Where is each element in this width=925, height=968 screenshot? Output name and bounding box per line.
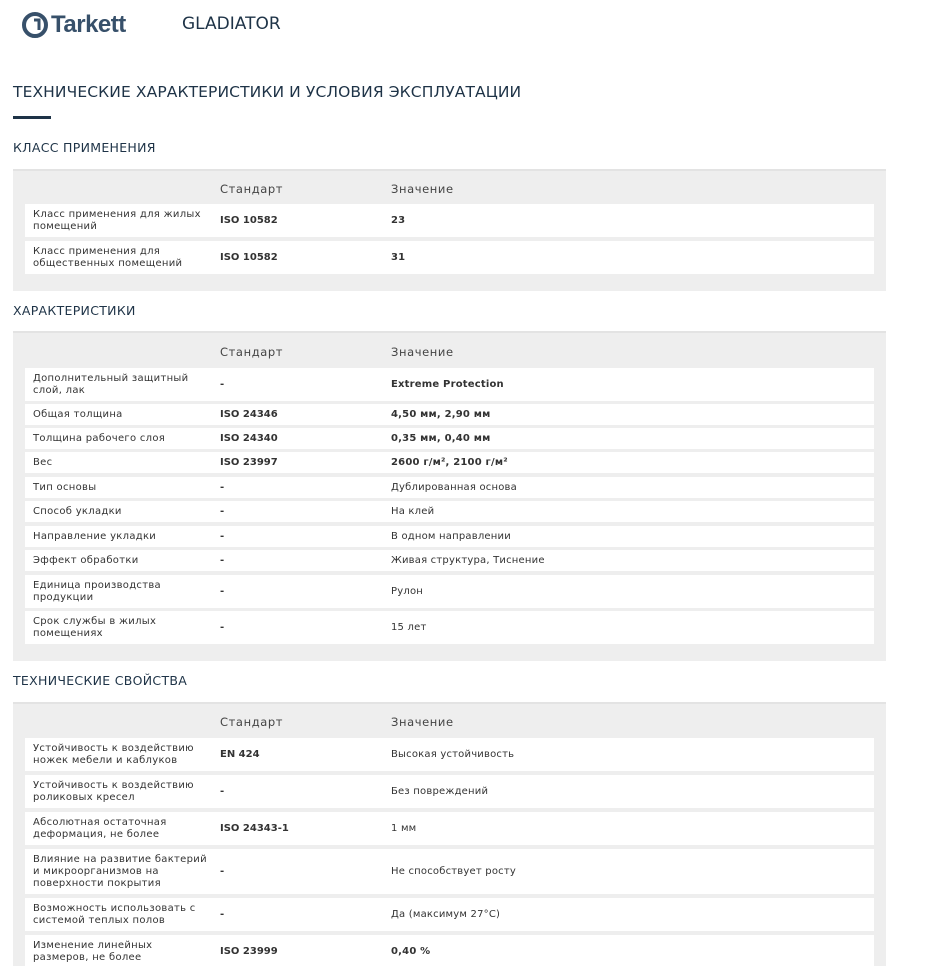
table-row	[25, 204, 874, 237]
row-value: 0,40 %	[391, 945, 431, 957]
row-name: Способ укладки	[33, 505, 122, 517]
row-value: Не способствует росту	[391, 865, 516, 877]
row-standard: ISO 23997	[220, 456, 278, 468]
row-value: 4,50 мм, 2,90 мм	[391, 408, 491, 420]
row-standard: -	[220, 481, 225, 493]
row-standard: ISO 10582	[220, 251, 278, 263]
row-value: На клей	[391, 505, 435, 517]
row-value: 31	[391, 251, 406, 263]
row-value: Extreme Protection	[391, 378, 504, 390]
column-header-value: Значение	[391, 182, 454, 196]
row-name: Изменение линейных размеров, не более	[33, 939, 153, 963]
table-row	[25, 611, 874, 644]
row-name: Срок службы в жилых помещениях	[33, 615, 157, 639]
column-header-standard: Стандарт	[220, 182, 284, 196]
row-standard: -	[220, 585, 225, 597]
table-row	[25, 935, 874, 968]
row-standard: EN 424	[220, 748, 260, 760]
table-row	[25, 898, 874, 931]
row-value: 23	[391, 214, 406, 226]
product-name: GLADIATOR	[182, 14, 281, 34]
row-standard: ISO 23999	[220, 945, 278, 957]
row-standard: -	[220, 554, 225, 566]
row-value: 0,35 мм, 0,40 мм	[391, 432, 491, 444]
table-row	[25, 452, 874, 473]
table-row	[25, 241, 874, 274]
table-row	[25, 404, 874, 425]
row-standard: -	[220, 530, 225, 542]
row-name: Вес	[33, 456, 53, 468]
table-row	[25, 775, 874, 808]
brand-logo[interactable]	[22, 12, 126, 38]
column-header-standard: Стандарт	[220, 715, 284, 729]
row-name: Единица производства продукции	[33, 579, 161, 603]
row-value: Без повреждений	[391, 785, 489, 797]
table-row	[25, 550, 874, 571]
brand-name: Tarkett	[51, 11, 126, 38]
row-value: Рулон	[391, 585, 423, 597]
row-standard: ISO 24343-1	[220, 822, 289, 834]
row-value: Да (максимум 27°C)	[391, 908, 501, 920]
table-row	[25, 368, 874, 401]
characteristics-table	[13, 331, 886, 661]
row-standard: ISO 24340	[220, 432, 278, 444]
column-header-standard: Стандарт	[220, 345, 284, 359]
row-standard: -	[220, 865, 225, 877]
table-row	[25, 428, 874, 449]
row-standard: -	[220, 908, 225, 920]
table-row	[25, 501, 874, 522]
row-standard: -	[220, 785, 225, 797]
row-name: Толщина рабочего слоя	[33, 432, 166, 444]
table-row	[25, 738, 874, 771]
row-value: Живая структура, Тиснение	[391, 554, 545, 566]
row-value: 1 мм	[391, 822, 417, 834]
row-name: Абсолютная остаточная деформация, не более	[33, 816, 167, 840]
row-name: Класс применения для жилых помещений	[33, 208, 201, 232]
table-row	[25, 477, 874, 498]
title-underline	[13, 116, 51, 119]
row-standard: -	[220, 378, 225, 390]
technical-properties-table	[13, 702, 886, 966]
row-value: В одном направлении	[391, 530, 511, 542]
row-name: Влияние на развитие бактерий и микроорганизмов на поверхности покрытия	[33, 853, 207, 889]
section-title-characteristics: ХАРАКТЕРИСТИКИ	[13, 303, 136, 318]
row-value: Высокая устойчивость	[391, 748, 515, 760]
usage-class-table	[13, 169, 886, 291]
row-standard: -	[220, 505, 225, 517]
header	[0, 0, 925, 56]
row-name: Устойчивость к воздействию ножек мебели и каблуков	[33, 742, 194, 766]
section-title-technical-properties: ТЕХНИЧЕСКИЕ СВОЙСТВА	[13, 673, 188, 688]
row-name: Устойчивость к воздействию роликовых кресел	[33, 779, 194, 803]
row-name: Общая толщина	[33, 408, 123, 420]
row-standard: -	[220, 621, 225, 633]
row-name: Эффект обработки	[33, 554, 139, 566]
row-name: Возможность использовать с системой теплых полов	[33, 902, 196, 926]
row-name: Направление укладки	[33, 530, 157, 542]
row-value: 15 лет	[391, 621, 427, 633]
row-name: Тип основы	[33, 481, 97, 493]
column-header-value: Значение	[391, 345, 454, 359]
row-name: Класс применения для общественных помещений	[33, 245, 183, 269]
row-standard: ISO 10582	[220, 214, 278, 226]
row-name: Дополнительный защитный слой, лак	[33, 372, 189, 396]
column-header-value: Значение	[391, 715, 454, 729]
table-row	[25, 526, 874, 547]
row-standard: ISO 24346	[220, 408, 278, 420]
table-row	[25, 849, 874, 894]
page-title: ТЕХНИЧЕСКИЕ ХАРАКТЕРИСТИКИ И УСЛОВИЯ ЭКСПЛУАТАЦИИ	[13, 83, 522, 101]
section-title-usage-class: КЛАСС ПРИМЕНЕНИЯ	[13, 140, 156, 155]
table-row	[25, 575, 874, 608]
row-value: Дублированная основа	[391, 481, 517, 493]
table-row	[25, 812, 874, 845]
row-value: 2600 г/м², 2100 г/м²	[391, 456, 508, 468]
tarkett-logo-icon	[22, 12, 48, 38]
